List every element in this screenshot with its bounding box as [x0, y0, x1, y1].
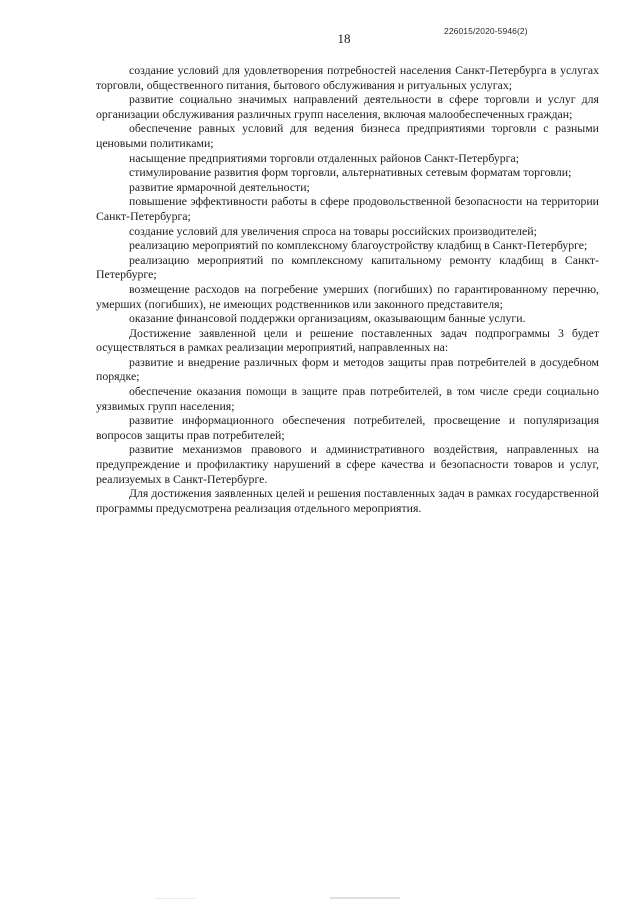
paragraph-6: развитие ярмарочной деятельности;: [129, 179, 310, 194]
paragraph-12: оказание финансовой поддержки организациям, оказывающим банные услуги.: [129, 311, 526, 326]
paragraph-1: создание условий для удовлетворения потребностей населения Санкт-Петербурга в услугах торговли, общественного питания, бытового обслуживания и ритуальных услугах;: [96, 63, 599, 92]
paragraph-15: обеспечение оказания помощи в защите прав потребителей, в том числе среди социально уязвимых групп населения;: [96, 384, 599, 413]
document-registration-number: 226015/2020-5946(2): [444, 26, 528, 36]
paragraph-14: развитие и внедрение различных форм и методов защиты прав потребителей в досудебном порядке;: [96, 354, 599, 384]
document-body: [96, 63, 599, 515]
paragraph-16: развитие информационного обеспечения потребителей, просвещение и популяризация вопросов защиты прав потребителей;: [96, 413, 599, 442]
paragraph-5: стимулирование развития форм торговли, альтернативных сетевым форматам торговли;: [129, 165, 572, 180]
page-number: 18: [337, 31, 351, 46]
paragraph-18: Для достижения заявленных целей и решения поставленных задач в рамках государственной программы предусмотрена реализация отдельного мероприятия.: [96, 486, 599, 515]
paragraph-3: обеспечение равных условий для ведения бизнеса предприятиями торговли с разными ценовыми политиками;: [96, 121, 599, 150]
scan-artifact: [330, 897, 400, 899]
paragraph-2: развитие социально значимых направлений деятельности в сфере торговли и услуг для организации обслуживания различных групп населения, включая малообеспеченных граждан;: [96, 92, 599, 121]
paragraph-10: реализацию мероприятий по комплексному капитальному ремонту кладбищ в Санкт-Петербурге;: [96, 252, 599, 282]
paragraph-17: развитие механизмов правового и административного воздействия, направленных на предупреждение и профилактику нарушений в сфере качества и безопасности товаров и услуг, реализуемых в Санкт-Петербурге.: [96, 442, 599, 486]
paragraph-4: насыщение предприятиями торговли отдаленных районов Санкт-Петербурга;: [129, 150, 520, 165]
paragraph-9: реализацию мероприятий по комплексному благоустройству кладбищ в Санкт-Петербурге;: [129, 238, 588, 253]
paragraph-13: Достижение заявленной цели и решение поставленных задач подпрограммы 3 будет осуществляться в рамках реализации мероприятий, направленных на:: [96, 325, 599, 355]
paragraph-7: повышение эффективности работы в сфере продовольственной безопасности на территории Санкт-Петербурга;: [96, 194, 599, 223]
paragraph-11: возмещение расходов на погребение умерших (погибших) по гарантированному перечню, умерших (погибших), не имеющих родственников или законного представителя;: [96, 281, 599, 311]
scan-artifact: [155, 898, 195, 899]
paragraph-8: создание условий для увеличения спроса на товары российских производителей;: [129, 223, 537, 238]
